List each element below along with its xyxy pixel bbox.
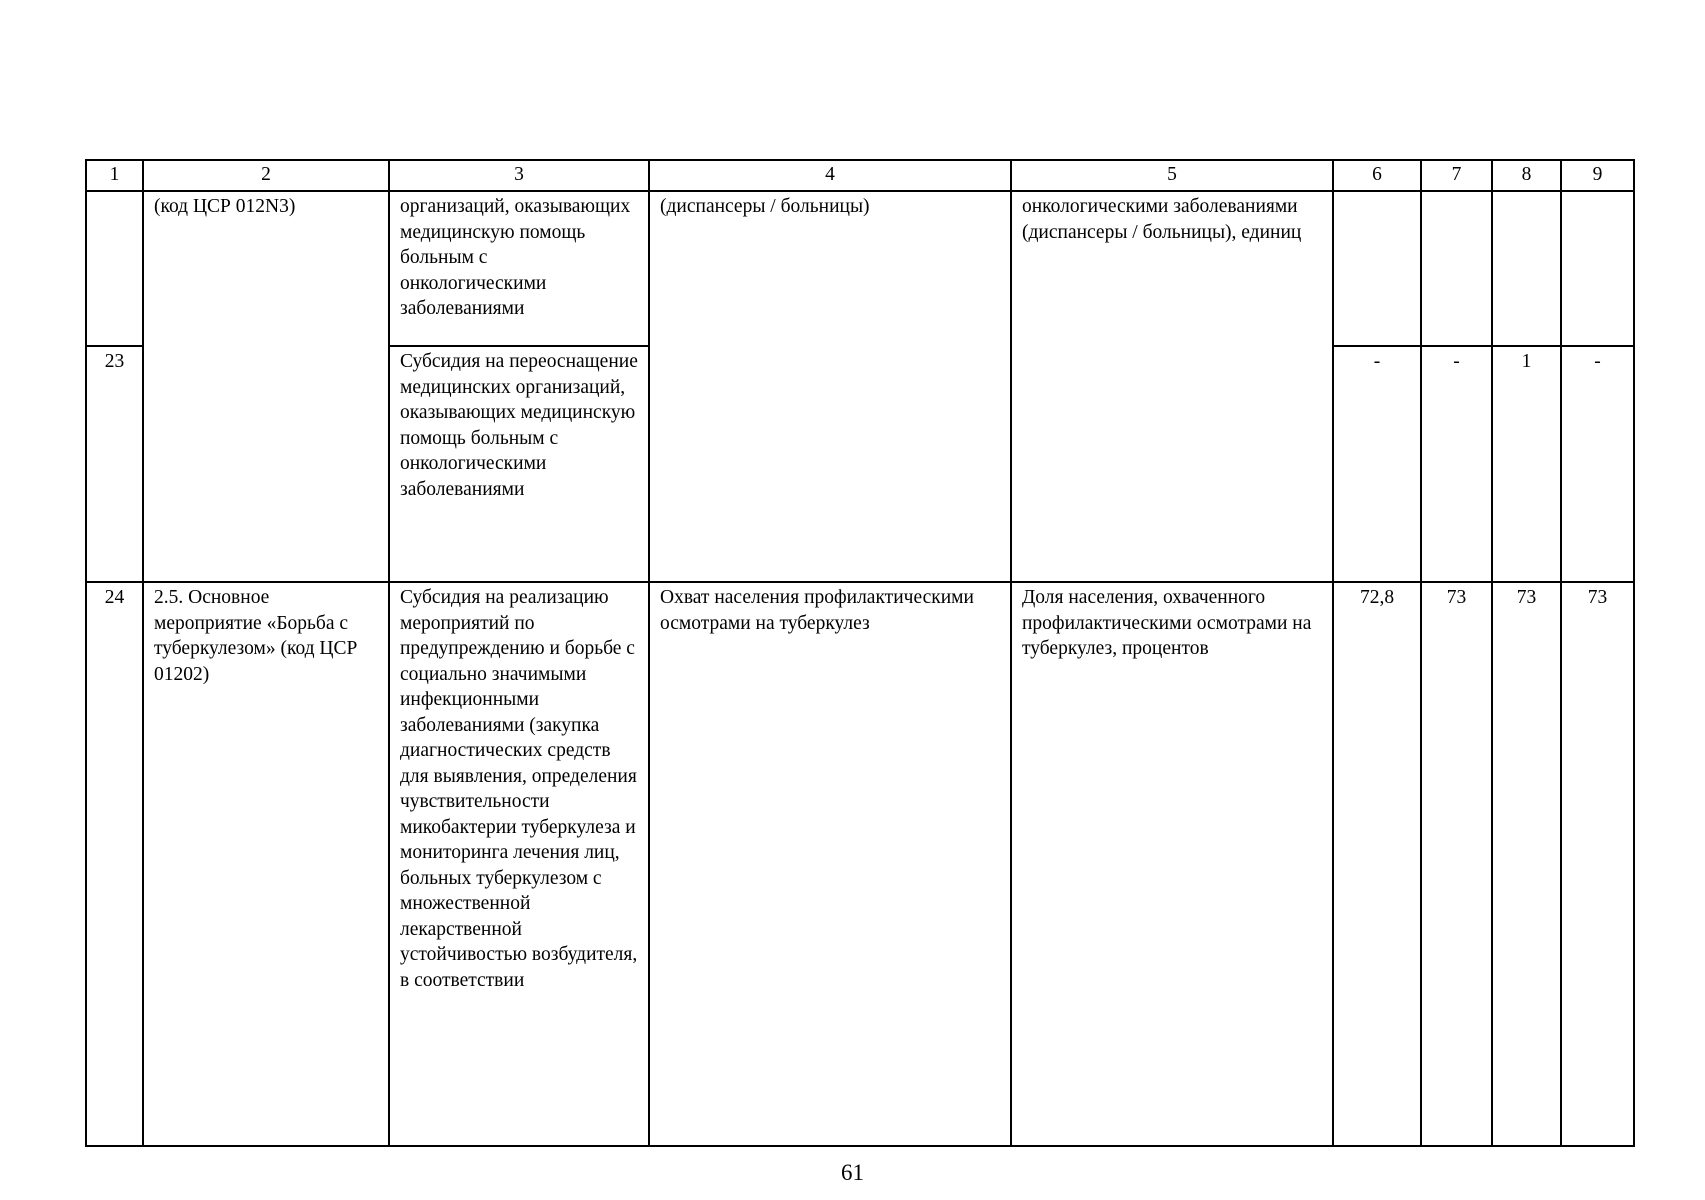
header-cell: 9 [1561, 160, 1634, 191]
table-row [86, 582, 1634, 1146]
result-cell: Охват населения профилактическими осмотрами на туберкулез [649, 582, 1011, 1146]
row-number: 24 [86, 582, 143, 1146]
value-cell-7: 73 [1421, 582, 1492, 1146]
value-cell-6: - [1333, 346, 1421, 582]
value-cell-8 [1492, 191, 1561, 346]
row-number: 23 [86, 346, 143, 582]
value-cell-8: 1 [1492, 346, 1561, 582]
indicator-cell: онкологическими заболеваниями (диспансеры / больницы), единиц [1011, 191, 1333, 582]
value-cell-7: - [1421, 346, 1492, 582]
page-number: 61 [841, 1160, 864, 1185]
row-number [86, 191, 143, 346]
measure-cell: 2.5. Основное мероприятие «Борьба с туберкулезом» (код ЦСР 01202) [143, 582, 389, 1146]
table-row [86, 191, 1634, 346]
value-cell-6 [1333, 191, 1421, 346]
subsidy-cell: Субсидия на переоснащение медицинских организаций, оказывающих медицинскую помощь больным с онкологическими заболеваниями [389, 346, 649, 582]
header-cell: 1 [86, 160, 143, 191]
indicators-table [85, 159, 1635, 1147]
measure-cell: (код ЦСР 012N3) [143, 191, 389, 582]
value-cell-9: - [1561, 346, 1634, 582]
value-cell-8: 73 [1492, 582, 1561, 1146]
header-cell: 6 [1333, 160, 1421, 191]
value-cell-9: 73 [1561, 582, 1634, 1146]
result-cell: (диспансеры / больницы) [649, 191, 1011, 582]
header-cell: 2 [143, 160, 389, 191]
indicator-cell: Доля населения, охваченного профилактическими осмотрами на туберкулез, процентов [1011, 582, 1333, 1146]
header-cell: 4 [649, 160, 1011, 191]
header-cell: 7 [1421, 160, 1492, 191]
header-cell: 5 [1011, 160, 1333, 191]
subsidy-cell: Субсидия на реализацию мероприятий по предупреждению и борьбе с социально значимыми инфекционными заболеваниями (закупка диагностических средств для выявления, определения чувствительности микобактерии туберкулеза и мониторинга лечения лиц, больных туберкулезом с множественной лекарственной устойчивостью возбудителя, в соответствии [389, 582, 649, 1146]
header-cell: 3 [389, 160, 649, 191]
value-cell-6: 72,8 [1333, 582, 1421, 1146]
subsidy-cell: организаций, оказывающих медицинскую помощь больным с онкологическими заболеваниями [389, 191, 649, 346]
value-cell-9 [1561, 191, 1634, 346]
value-cell-7 [1421, 191, 1492, 346]
header-cell: 8 [1492, 160, 1561, 191]
table-header-row [86, 160, 1634, 191]
